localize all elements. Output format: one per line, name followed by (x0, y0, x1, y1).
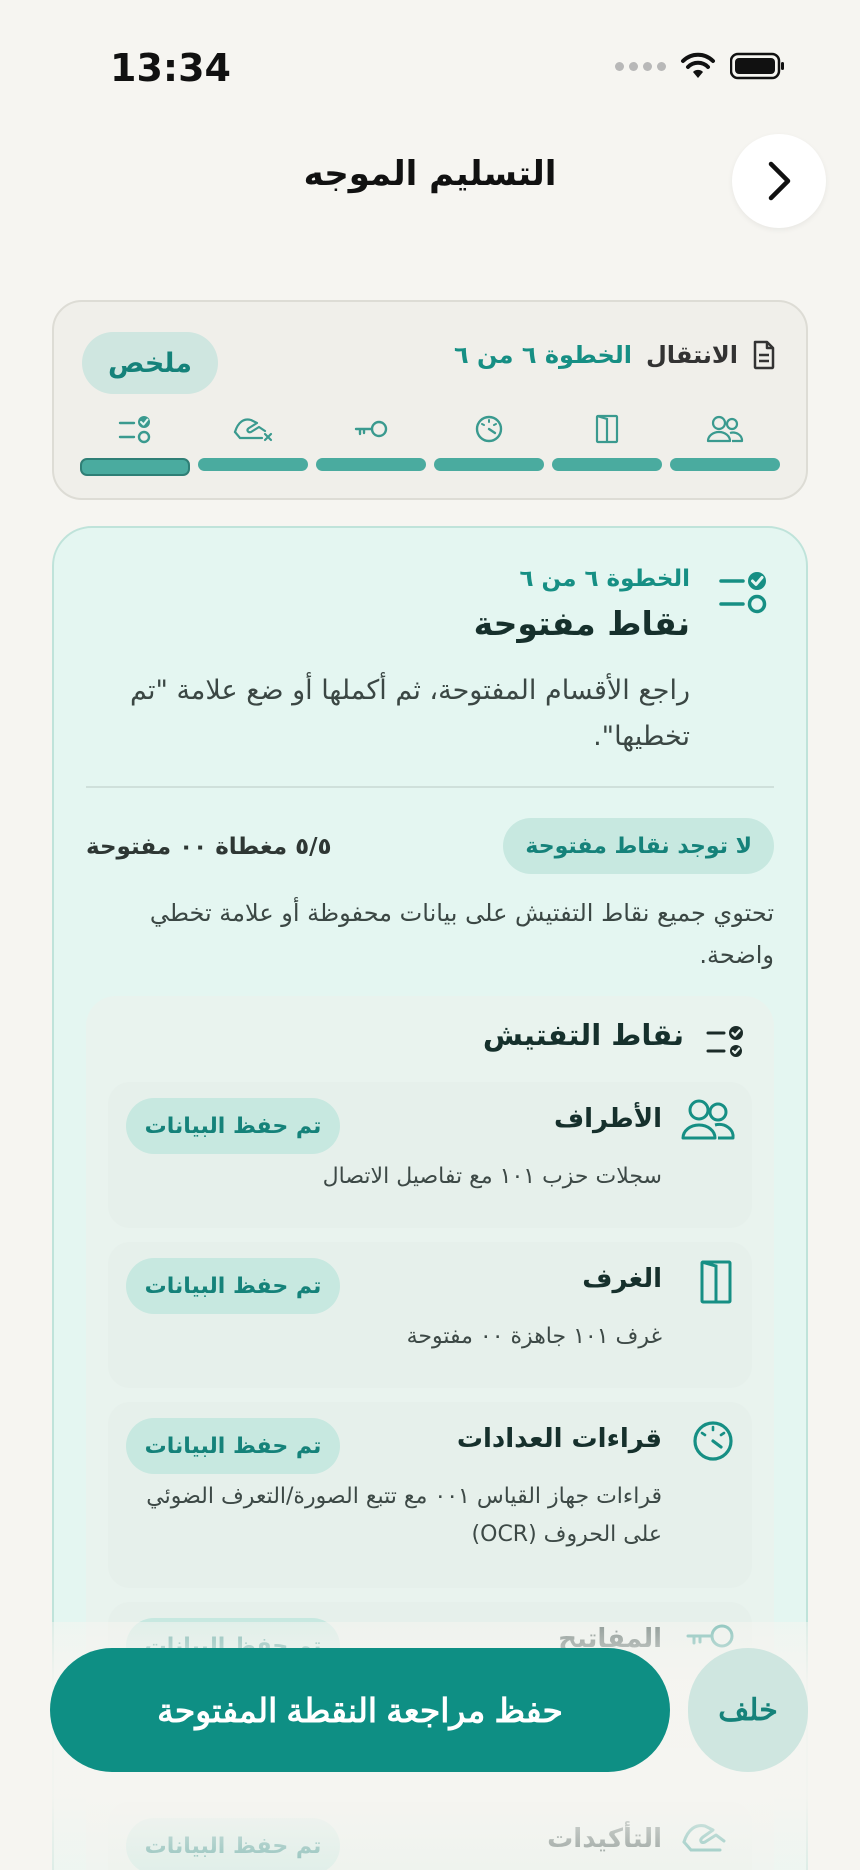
handshake-icon (232, 414, 274, 444)
back-button[interactable]: خلف (688, 1648, 808, 1772)
bottom-action-bar (0, 1622, 860, 1870)
step-bar (552, 458, 662, 471)
step-bar (198, 458, 308, 471)
battery-icon (730, 52, 786, 80)
step-keys[interactable] (316, 412, 426, 476)
checkpoint-title: قراءات العدادات (456, 1424, 662, 1454)
no-open-points-badge: لا توجد نقاط مفتوحة (503, 818, 774, 874)
step-people[interactable] (670, 412, 780, 476)
checkpoints-header-icon (706, 1024, 746, 1064)
save-review-button[interactable]: حفظ مراجعة النقطة المفتوحة (50, 1648, 670, 1772)
door-icon (594, 414, 620, 444)
chevron-right-icon (762, 159, 796, 203)
checkpoint-subtitle: سجلات حزب ١٠١ مع تفاصيل الاتصال (322, 1164, 662, 1189)
step-tracker (80, 412, 780, 476)
step-open-points[interactable] (80, 412, 190, 476)
checkpoint-subtitle: غرف ١٠١ جاهزة ٠٠ مفتوحة (406, 1324, 662, 1349)
back-chevron-button[interactable] (732, 134, 826, 228)
progress-card (52, 300, 808, 500)
checklist-icon (706, 1024, 746, 1060)
summary-button[interactable]: ملخص (82, 332, 218, 394)
checkpoint-title: الأطراف (553, 1104, 662, 1134)
checkpoints-title: نقاط التفتيش (482, 1018, 684, 1052)
info-text: تحتوي جميع نقاط التفتيش على بيانات محفوظة أو علامة تخطي واضحة. (149, 899, 774, 969)
step-header-icon (718, 568, 770, 620)
checkpoint-subtitle: قراءات جهاز القياس ٠٠١ مع تتبع الصورة/التعرف الضوئي على الحروف (OCR) (146, 1484, 662, 1547)
divider (86, 786, 774, 788)
step-rooms[interactable] (552, 412, 662, 476)
checkpoint-title: الغرف (582, 1264, 662, 1294)
checklist-icon (718, 568, 770, 616)
step-kicker: الخطوة ٦ من ٦ (519, 566, 690, 592)
status-icons (615, 52, 786, 80)
checkpoint-item-meters[interactable] (108, 1402, 752, 1588)
document-icon (752, 340, 776, 370)
step-description: راجع الأقسام المفتوحة، ثم أكملها أو ضع علامة "تم تخطيها". (129, 675, 690, 752)
status-badge: تم حفظ البيانات (126, 1418, 340, 1474)
coverage-counts: ٥/٥ مغطاة ٠٠ مفتوحة (86, 834, 332, 860)
step-title: نقاط مفتوحة (473, 604, 690, 643)
checklist-icon (118, 414, 152, 444)
people-icon (706, 415, 744, 443)
status-badge: تم حفظ البيانات (126, 1098, 340, 1154)
status-bar (0, 0, 860, 120)
header (0, 120, 860, 240)
status-time: 13:34 (110, 46, 231, 90)
door-icon (696, 1258, 736, 1306)
progress-label: الانتقال (645, 341, 738, 369)
wifi-icon (680, 52, 716, 80)
people-icon (680, 1098, 736, 1142)
step-bar (670, 458, 780, 471)
step-handover[interactable] (198, 412, 308, 476)
checkpoint-item-parties[interactable] (108, 1082, 752, 1228)
cellular-signal-icon (615, 62, 666, 71)
progress-header (454, 340, 776, 370)
step-bar (80, 458, 190, 476)
progress-step-text: الخطوة ٦ من ٦ (454, 341, 632, 369)
page-title: التسليم الموجه (303, 154, 557, 194)
gauge-icon (474, 414, 504, 444)
gauge-icon (690, 1418, 736, 1464)
step-meters[interactable] (434, 412, 544, 476)
step-bar (434, 458, 544, 471)
checkpoint-item-rooms[interactable] (108, 1242, 752, 1388)
status-badge: تم حفظ البيانات (126, 1258, 340, 1314)
key-icon (353, 417, 389, 441)
step-bar (316, 458, 426, 471)
